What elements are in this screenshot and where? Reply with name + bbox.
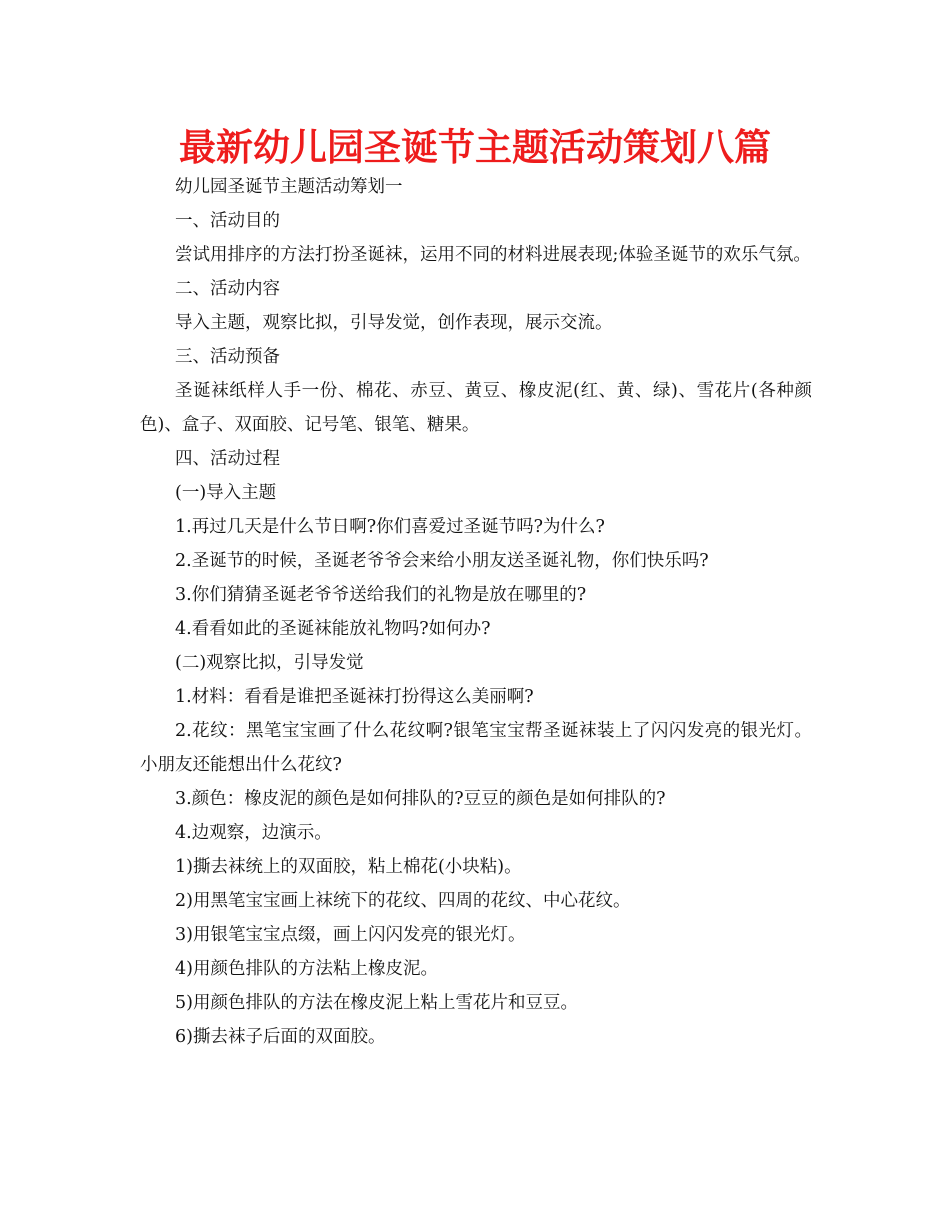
paragraph-18: 4.边观察，边演示。 xyxy=(175,823,332,843)
paragraph-17: 3.颜色：橡皮泥的颜色是如何排队的?豆豆的颜色是如何排队的? xyxy=(175,789,666,809)
paragraph-10: 1.再过几天是什么节日啊?你们喜爱过圣诞节吗?为什么? xyxy=(175,517,605,537)
paragraph-24: 6)撕去袜子后面的双面胶。 xyxy=(175,1027,386,1047)
paragraph-2: 一、活动目的 xyxy=(175,211,280,231)
paragraph-13: 4.看看如此的圣诞袜能放礼物吗?如何办? xyxy=(175,619,491,639)
paragraph-5: 导入主题，观察比拟，引导发觉，创作表现，展示交流。 xyxy=(175,313,613,333)
paragraph-21: 3)用银笔宝宝点缀，画上闪闪发亮的银光灯。 xyxy=(175,925,526,945)
paragraph-16: 2.花纹：黑笔宝宝画了什么花纹啊?银笔宝宝帮圣诞袜装上了闪闪发亮的银光灯。小朋友还能想出什么花纹? xyxy=(140,721,812,775)
paragraph-9: (一)导入主题 xyxy=(175,483,277,503)
paragraph-3: 尝试用排序的方法打扮圣诞袜，运用不同的材料进展表现;体验圣诞节的欢乐气氛。 xyxy=(175,245,811,265)
paragraph-14: (二)观察比拟，引导发觉 xyxy=(175,653,364,673)
paragraph-20: 2)用黑笔宝宝画上袜统下的花纹、四周的花纹、中心花纹。 xyxy=(175,891,631,911)
paragraph-23: 5)用颜色排队的方法在橡皮泥上粘上雪花片和豆豆。 xyxy=(175,993,578,1013)
paragraph-1: 幼儿园圣诞节主题活动筹划一 xyxy=(175,177,403,197)
paragraph-19: 1)撕去袜统上的双面胶，粘上棉花(小块粘)。 xyxy=(175,857,522,877)
document-title: 最新幼儿园圣诞节主题活动策划八篇 xyxy=(179,126,771,169)
paragraph-15: 1.材料：看看是谁把圣诞袜打扮得这么美丽啊? xyxy=(175,687,534,707)
paragraph-8: 四、活动过程 xyxy=(175,449,280,469)
document-body xyxy=(140,170,812,1054)
paragraph-6: 三、活动预备 xyxy=(175,347,280,367)
paragraph-4: 二、活动内容 xyxy=(175,279,280,299)
paragraph-12: 3.你们猜猜圣诞老爷爷送给我们的礼物是放在哪里的? xyxy=(175,585,587,605)
paragraph-7: 圣诞袜纸样人手一份、棉花、赤豆、黄豆、橡皮泥(红、黄、绿)、雪花片(各种颜色)、盒子、双面胶、记号笔、银笔、糖果。 xyxy=(140,381,812,435)
paragraph-22: 4)用颜色排队的方法粘上橡皮泥。 xyxy=(175,959,438,979)
paragraph-11: 2.圣诞节的时候，圣诞老爷爷会来给小朋友送圣诞礼物，你们快乐吗? xyxy=(175,551,709,571)
